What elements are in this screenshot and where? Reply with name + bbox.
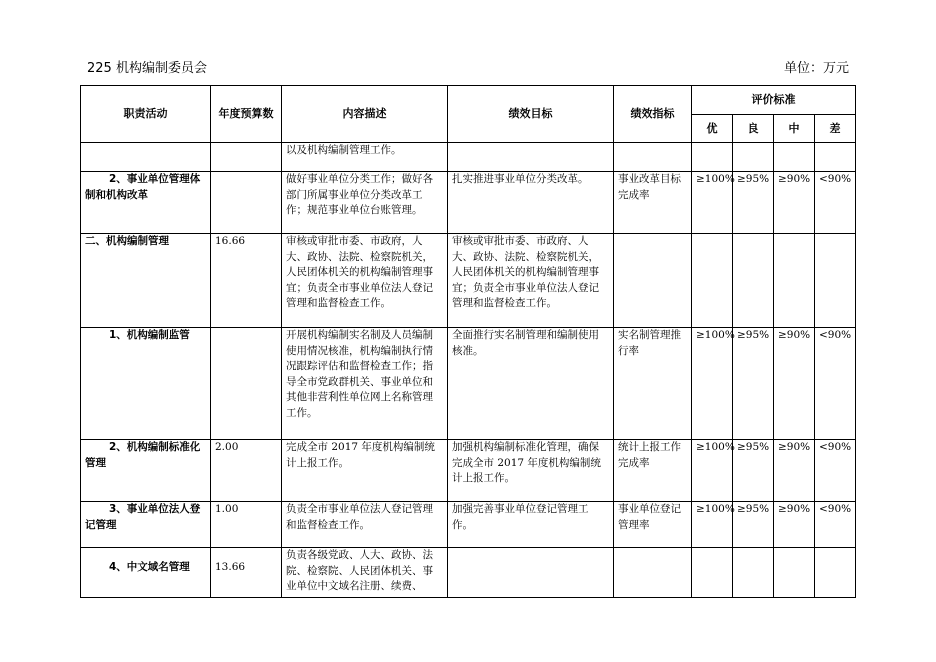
cell-budget: 16.66 [211, 234, 282, 328]
cell-fair [774, 234, 815, 328]
cell-excellent [692, 548, 733, 598]
cell-good: ≥95% [733, 502, 774, 548]
cell-fair: ≥90% [774, 440, 815, 502]
header-desc: 内容描述 [282, 86, 448, 143]
cell-desc: 做好事业单位分类工作；做好各部门所属事业单位分类改革工作；规范事业单位台账管理。 [282, 172, 448, 234]
cell-activity [81, 143, 211, 172]
cell-indicator [614, 234, 692, 328]
cell-activity: 二、机构编制管理 [81, 234, 211, 328]
cell-good: ≥95% [733, 440, 774, 502]
cell-target: 加强完善事业单位登记管理工作。 [448, 502, 614, 548]
cell-poor: <90% [815, 440, 856, 502]
cell-indicator: 实名制管理推行率 [614, 328, 692, 440]
table-row [81, 172, 856, 234]
table-row [81, 440, 856, 502]
cell-target: 扎实推进事业单位分类改革。 [448, 172, 614, 234]
cell-good: ≥95% [733, 172, 774, 234]
cell-poor [815, 143, 856, 172]
header-fair: 中 [774, 115, 815, 143]
cell-excellent: ≥100% [692, 328, 733, 440]
cell-budget [211, 172, 282, 234]
cell-excellent: ≥100% [692, 440, 733, 502]
header-excellent: 优 [692, 115, 733, 143]
cell-target: 审核或审批市委、市政府、人大、政协、法院、检察院机关，人民团体机关的机构编制管理事宜；负责全市事业单位法人登记管理和监督检查工作。 [448, 234, 614, 328]
cell-indicator [614, 548, 692, 598]
table-row [81, 234, 856, 328]
cell-good: ≥95% [733, 328, 774, 440]
cell-poor: <90% [815, 328, 856, 440]
table-row [81, 502, 856, 548]
cell-desc: 以及机构编制管理工作。 [282, 143, 448, 172]
cell-target [448, 548, 614, 598]
header-target: 绩效目标 [448, 86, 614, 143]
cell-fair: ≥90% [774, 502, 815, 548]
performance-table [80, 85, 856, 598]
cell-target: 加强机构编制标准化管理，确保完成全市 2017 年度机构编制统计上报工作。 [448, 440, 614, 502]
cell-desc: 开展机构编制实名制及人员编制使用情况核准，机构编制执行情况跟踪评估和监督检查工作；指导全市党政群机关、事业单位和其他非营利性单位网上名称管理工作。 [282, 328, 448, 440]
cell-desc: 负责各级党政、人大、政协、法院、检察院、人民团体机关、事业单位中文域名注册、续费、 [282, 548, 448, 598]
header-eval: 评价标准 [692, 86, 856, 115]
page-title: 225 机构编制委员会 [87, 61, 207, 76]
cell-fair: ≥90% [774, 328, 815, 440]
header-budget: 年度预算数 [211, 86, 282, 143]
cell-indicator: 事业改革目标完成率 [614, 172, 692, 234]
cell-desc: 审核或审批市委、市政府，人大、政协、法院、检察院机关，人民团体机关的机构编制管理事宜；负责全市事业单位法人登记管理和监督检查工作。 [282, 234, 448, 328]
cell-indicator [614, 143, 692, 172]
cell-good [733, 143, 774, 172]
header-poor: 差 [815, 115, 856, 143]
cell-fair: ≥90% [774, 172, 815, 234]
cell-poor [815, 234, 856, 328]
cell-poor [815, 548, 856, 598]
cell-good [733, 548, 774, 598]
cell-activity: 3、事业单位法人登记管理 [81, 502, 211, 548]
header-activity: 职责活动 [81, 86, 211, 143]
table-row [81, 548, 856, 598]
cell-target: 全面推行实名制管理和编制使用核准。 [448, 328, 614, 440]
cell-excellent [692, 143, 733, 172]
table-row [81, 143, 856, 172]
cell-poor: <90% [815, 172, 856, 234]
cell-good [733, 234, 774, 328]
cell-desc: 负责全市事业单位法人登记管理和监督检查工作。 [282, 502, 448, 548]
cell-excellent [692, 234, 733, 328]
unit-label: 单位：万元 [783, 61, 849, 76]
table-row [81, 328, 856, 440]
cell-activity: 2、机构编制标准化管理 [81, 440, 211, 502]
cell-target [448, 143, 614, 172]
cell-budget: 1.00 [211, 502, 282, 548]
cell-budget: 13.66 [211, 548, 282, 598]
cell-activity: 4、中文域名管理 [81, 548, 211, 598]
cell-excellent: ≥100% [692, 502, 733, 548]
cell-fair [774, 548, 815, 598]
cell-indicator: 事业单位登记管理率 [614, 502, 692, 548]
cell-budget [211, 328, 282, 440]
cell-poor: <90% [815, 502, 856, 548]
cell-desc: 完成全市 2017 年度机构编制统计上报工作。 [282, 440, 448, 502]
header-indicator: 绩效指标 [614, 86, 692, 143]
cell-activity: 1、机构编制监管 [81, 328, 211, 440]
cell-activity: 2、事业单位管理体制和机构改革 [81, 172, 211, 234]
cell-fair [774, 143, 815, 172]
cell-excellent: ≥100% [692, 172, 733, 234]
cell-budget [211, 143, 282, 172]
cell-indicator: 统计上报工作完成率 [614, 440, 692, 502]
header-good: 良 [733, 115, 774, 143]
cell-budget: 2.00 [211, 440, 282, 502]
